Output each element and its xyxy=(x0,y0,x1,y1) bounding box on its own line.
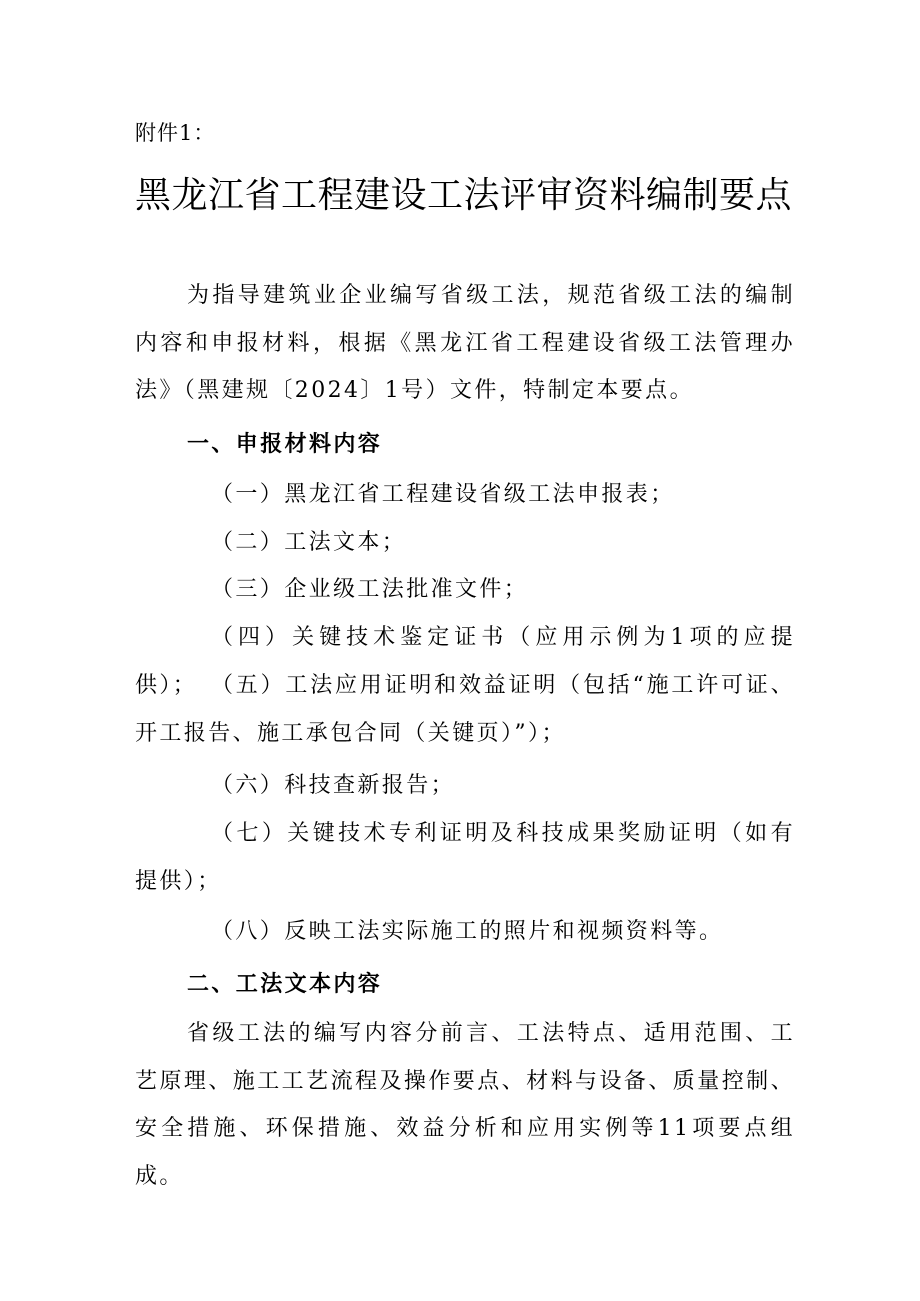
section-heading-text-content: 二、工法文本内容 xyxy=(187,972,383,997)
list-item: （二）工法文本； xyxy=(211,530,407,555)
list-item: （六）科技查新报告； xyxy=(211,773,456,798)
list-item: （五）工法应用证明和效益证明（包括“施工许可证、开工报告、施工承包合同（关键页）”）； xyxy=(135,673,795,746)
list-item: （一）黑龙江省工程建设省级工法申报表； xyxy=(211,482,675,507)
attachment-label: 附件1： xyxy=(135,121,216,145)
list-item: （七）关键技术专利证明及科技成果奖励证明（如有提供）； xyxy=(135,821,795,894)
list-item: （四）关键技术鉴定证书（应用示例为1项的应提供）； xyxy=(135,625,795,698)
list-item: （三）企业级工法批准文件； xyxy=(211,577,529,602)
intro-paragraph: 为指导建筑业企业编写省级工法，规范省级工法的编制内容和申报材料，根据《黑龙江省工程建设省级工法管理办法》（黑建规〔2024〕1号）文件，特制定本要点。 xyxy=(135,283,795,403)
list-item: （八）反映工法实际施工的照片和视频资料等。 xyxy=(211,919,724,944)
section-heading-materials: 一、申报材料内容 xyxy=(187,432,383,457)
document-title: 黑龙江省工程建设工法评审资料编制要点 xyxy=(135,175,793,216)
text-content-paragraph: 省级工法的编写内容分前言、工法特点、适用范围、工艺原理、施工工艺流程及操作要点、材料与设备、质量控制、安全措施、环保措施、效益分析和应用实例等11项要点组成。 xyxy=(135,1021,795,1189)
